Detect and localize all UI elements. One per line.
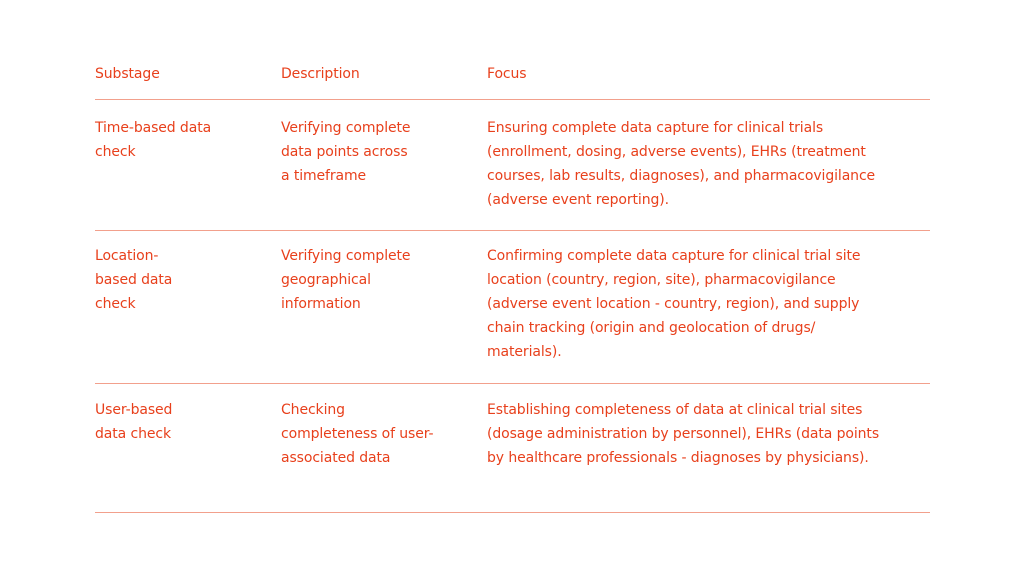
cell-line: User-based: [95, 402, 173, 418]
substage-cell: [95, 116, 211, 164]
focus-cell: [487, 398, 879, 470]
focus-cell: [487, 244, 860, 364]
cell-line: a timeframe: [281, 168, 367, 184]
cell-line: based data: [95, 272, 173, 288]
cell-line: Location-: [95, 248, 159, 264]
description-cell: [281, 398, 433, 470]
cell-line: completeness of user-: [281, 426, 434, 442]
header-description: Description: [281, 66, 360, 82]
cell-line: data points across: [281, 144, 408, 160]
header-divider: [95, 99, 930, 100]
cell-line: Ensuring complete data capture for clinical trials: [487, 120, 824, 136]
cell-line: location (country, region, site), pharmacovigilance: [487, 272, 836, 288]
cell-line: by healthcare professionals - diagnoses by physicians).: [487, 450, 869, 466]
cell-line: geographical: [281, 272, 371, 288]
row-divider: [95, 230, 930, 231]
cell-line: (adverse event reporting).: [487, 192, 669, 208]
focus-cell: [487, 116, 875, 212]
cell-line: Checking: [281, 402, 345, 418]
cell-line: Verifying complete: [281, 120, 411, 136]
cell-line: Time-based data: [95, 120, 212, 136]
table-bottom-divider: [95, 512, 930, 513]
cell-line: Establishing completeness of data at clinical trial sites: [487, 402, 863, 418]
table-header-row: [95, 64, 930, 84]
header-focus: Focus: [487, 66, 527, 82]
cell-line: (dosage administration by personnel), EHRs (data points: [487, 426, 880, 442]
header-substage: Substage: [95, 66, 160, 82]
cell-line: chain tracking (origin and geolocation of drugs/: [487, 320, 816, 336]
cell-line: Confirming complete data capture for clinical trial site: [487, 248, 861, 264]
cell-line: information: [281, 296, 361, 312]
substage-cell: [95, 398, 172, 446]
cell-line: (adverse event location - country, region), and supply: [487, 296, 860, 312]
description-cell: [281, 244, 410, 316]
row-divider: [95, 383, 930, 384]
cell-line: associated data: [281, 450, 391, 466]
cell-line: check: [95, 296, 136, 312]
cell-line: (enrollment, dosing, adverse events), EHRs (treatment: [487, 144, 866, 160]
cell-line: check: [95, 144, 136, 160]
cell-line: materials).: [487, 344, 562, 360]
cell-line: Verifying complete: [281, 248, 411, 264]
cell-line: data check: [95, 426, 171, 442]
substage-cell: [95, 244, 172, 316]
description-cell: [281, 116, 410, 188]
cell-line: courses, lab results, diagnoses), and pharmacovigilance: [487, 168, 876, 184]
